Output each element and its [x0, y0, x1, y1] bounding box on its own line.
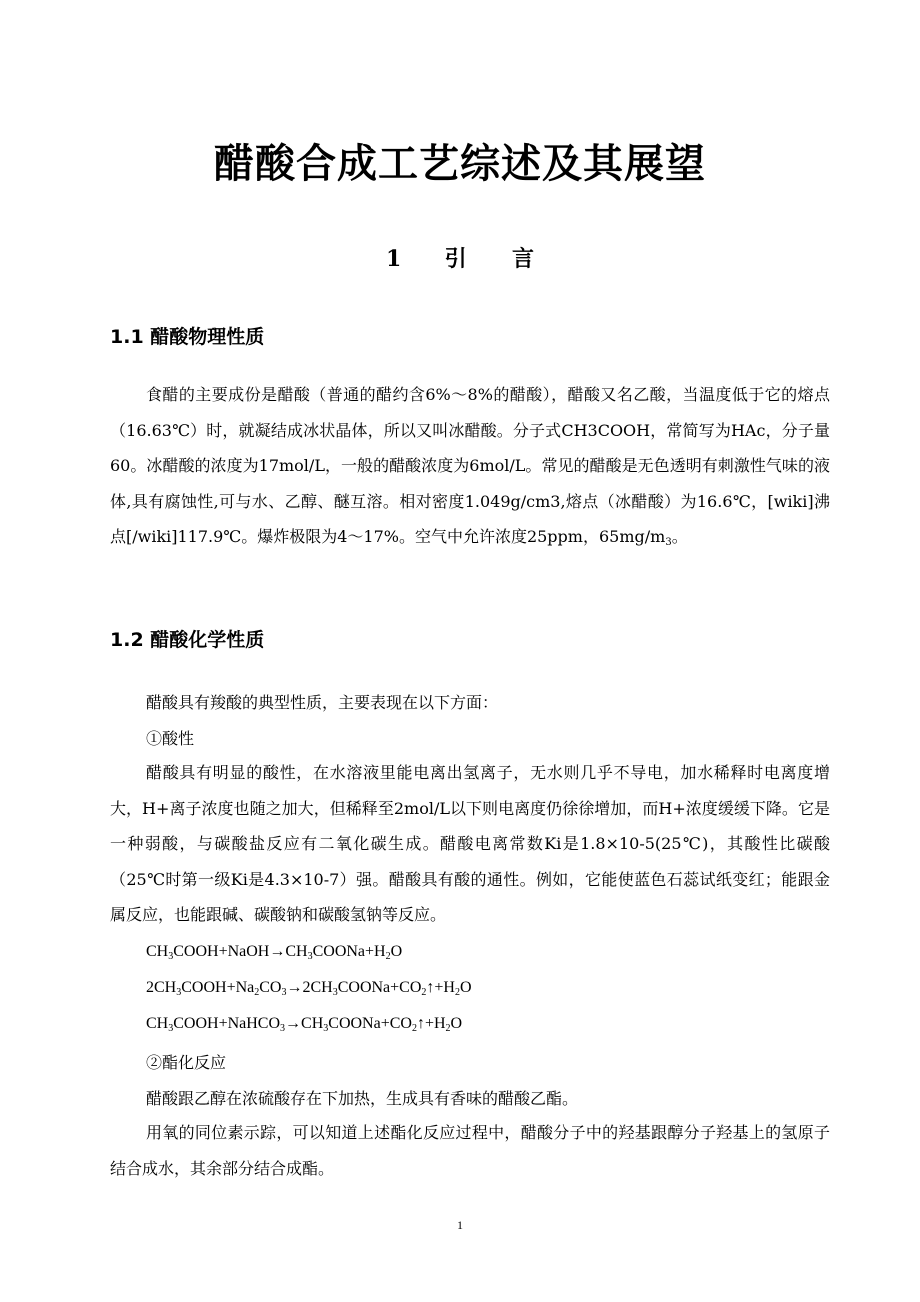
- equation-subscript: 3: [281, 987, 287, 998]
- equation-subscript: 3: [168, 1023, 174, 1034]
- equation-subscript: 2: [421, 987, 427, 998]
- unit-subscript: 3: [665, 537, 672, 548]
- physical-properties-paragraph: [110, 377, 830, 555]
- chemical-properties-intro: 醋酸具有羧酸的典型性质，主要表现在以下方面：: [146, 693, 499, 712]
- equation-subscript: 2: [445, 1023, 451, 1034]
- equation-segment: COOH+Na: [181, 979, 255, 996]
- document-title: 醋酸合成工艺综述及其展望: [214, 141, 706, 187]
- equation-segment: ↑+H: [416, 1015, 446, 1032]
- section-1-2-heading: 1.2 醋酸化学性质: [110, 629, 265, 651]
- equation-subscript: 3: [168, 951, 174, 962]
- section-1-1-heading: 1.1 醋酸物理性质: [110, 326, 265, 348]
- equation-nahco3: [146, 1015, 462, 1033]
- equation-subscript: 3: [307, 951, 313, 962]
- esterification-text: 醋酸跟乙醇在浓硫酸存在下加热，生成具有香味的醋酸乙酯。: [146, 1089, 579, 1108]
- equation-segment: CH: [146, 1015, 169, 1032]
- chapter-heading: [0, 242, 920, 273]
- equation-segment: COOH+NaOH→CH: [173, 943, 308, 960]
- equation-subscript: 2: [385, 951, 391, 962]
- page-number: 1: [457, 1218, 463, 1232]
- isotope-text: 用氧的同位素示踪，可以知道上述酯化反应过程中，醋酸分子中的羟基跟醇分子羟基上的氢原子结合成水，其余部分结合成酯。: [110, 1123, 830, 1178]
- item-acidity: ①酸性: [146, 729, 195, 748]
- equation-subscript: 2: [411, 1023, 417, 1034]
- paragraph-end: 。: [671, 527, 688, 546]
- equation-segment: ↑+H: [426, 979, 455, 996]
- equation-subscript: 3: [280, 1023, 286, 1034]
- equation-segment: O: [450, 1015, 463, 1032]
- equation-subscript: 3: [332, 987, 338, 998]
- equation-segment: O: [459, 979, 472, 996]
- acidity-paragraph: [110, 755, 830, 933]
- chapter-number: 1: [385, 246, 402, 272]
- acidity-text: 醋酸具有明显的酸性，在水溶液里能电离出氢离子，无水则几乎不导电，加水稀释时电离度增大，H+离子浓度也随之加大，但稀释至2mol/L以下则电离度仍徐徐增加，而H+浓度缓缓下降。它是一种弱酸，与碳酸盐反应有二氧化碳生成。醋酸电离常数Ki是1.8×10-5(25℃)，其酸性比碳酸（25℃时第一级Ki是4.3×10-7）强。醋酸具有酸的通性。例如，它能使蓝色石蕊试纸变红；能跟金属反应，也能跟碱、碳酸钠和碳酸氢钠等反应。: [110, 763, 830, 924]
- equation-segment: COONa+CO: [337, 979, 422, 996]
- item-esterification: ②酯化反应: [146, 1053, 227, 1072]
- chapter-title-part-1: 引: [444, 246, 467, 272]
- equation-naoh: [146, 943, 402, 961]
- equation-na2co3: [146, 979, 472, 997]
- equation-segment: O: [390, 943, 403, 960]
- equation-subscript: 3: [176, 987, 182, 998]
- equation-segment: →2CH: [286, 979, 333, 996]
- equation-segment: COONa+H: [312, 943, 386, 960]
- equation-segment: CH: [146, 943, 169, 960]
- equation-segment: CO: [259, 979, 282, 996]
- equation-subscript: 3: [323, 1023, 329, 1034]
- isotope-paragraph: [110, 1115, 830, 1186]
- equation-segment: COOH+NaHCO: [173, 1015, 281, 1032]
- equation-subscript: 2: [254, 987, 260, 998]
- equation-segment: 2CH: [146, 979, 177, 996]
- equation-segment: COONa+CO: [328, 1015, 412, 1032]
- physical-properties-text: 食醋的主要成份是醋酸（普通的醋约含6%～8%的醋酸），醋酸又名乙酸，当温度低于它的熔点（16.63℃）时，就凝结成冰状晶体，所以又叫冰醋酸。分子式CH3COOH，常简写为HAc，分子量60。冰醋酸的浓度为17mol/L，一般的醋酸浓度为6mol/L。常见的醋酸是无色透明有刺激性气味的液体,具有腐蚀性,可与水、乙醇、醚互溶。相对密度1.049g/cm3,熔点（冰醋酸）为16.6℃，[wiki]沸点[/wiki]117.9℃。爆炸极限为4～17%。空气中允许浓度25ppm，65mg/m: [110, 385, 830, 546]
- equation-segment: →CH: [285, 1015, 324, 1032]
- equation-subscript: 2: [454, 987, 460, 998]
- chapter-title-part-2: 言: [512, 246, 535, 272]
